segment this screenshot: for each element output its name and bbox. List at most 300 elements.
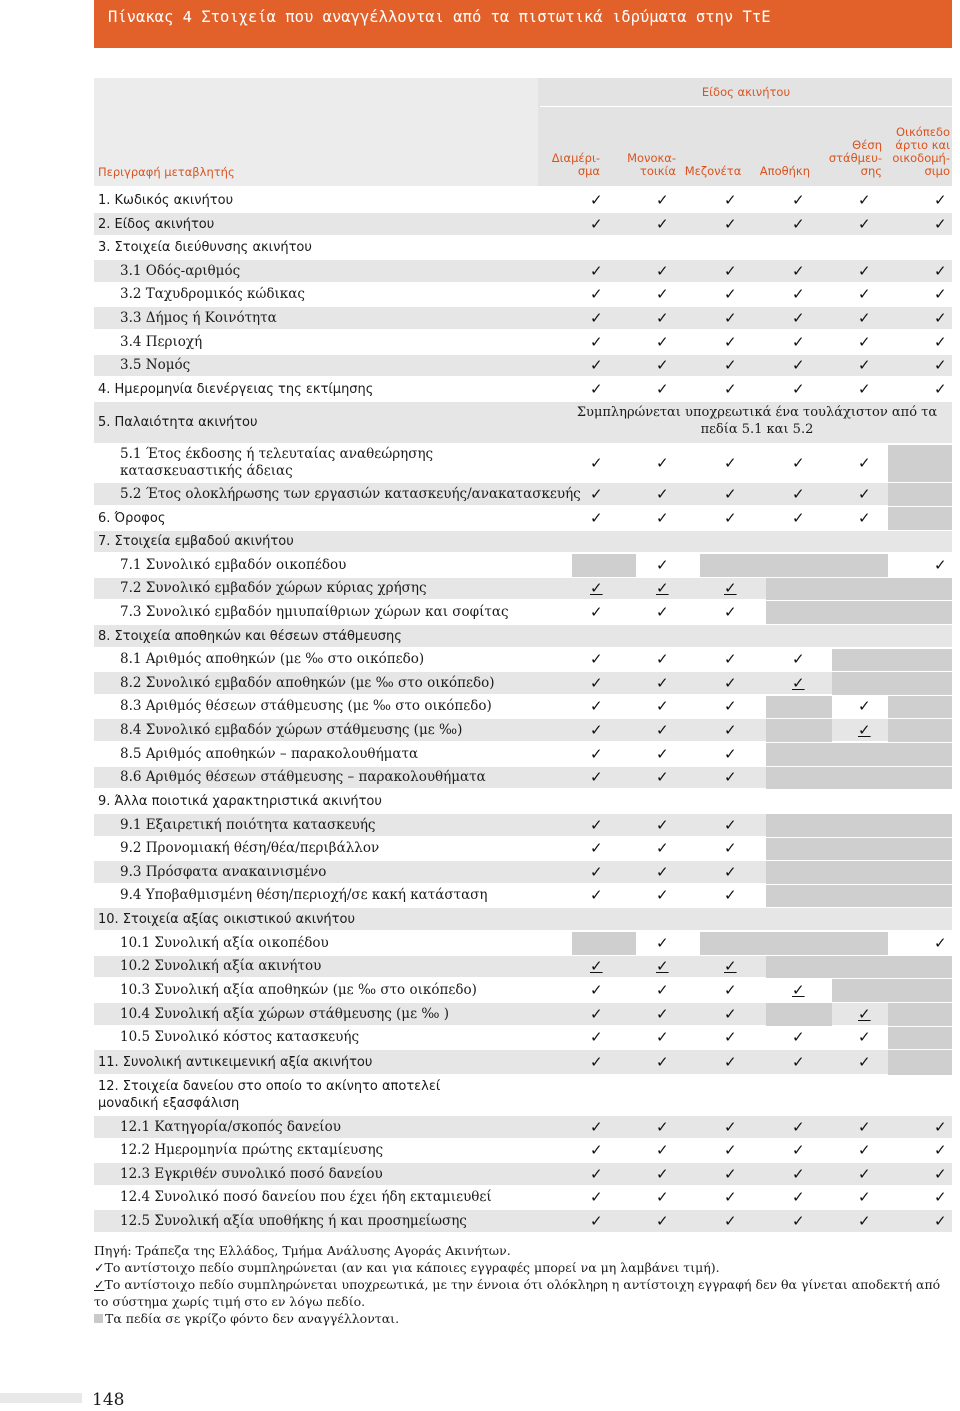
not-reported-cell <box>888 814 952 837</box>
footnote-source: Πηγή: Τράπεζα της Ελλάδος, Τμήμα Ανάλυσης Αγοράς Ακινήτων. <box>94 1243 511 1258</box>
check-icon: ✓ <box>590 215 603 233</box>
row-shading <box>94 213 952 235</box>
not-reported-cell <box>832 956 888 978</box>
check-icon: ✓ <box>590 768 603 786</box>
not-reported-cell <box>832 767 888 789</box>
check-icon: ✓ <box>590 454 603 472</box>
row-label: 12.4 Συνολικό ποσό δανείου που έχει ήδη εκταμιευθεί <box>120 1189 492 1205</box>
not-reported-cell <box>766 885 832 907</box>
variable-header: Περιγραφή μεταβλητής <box>98 165 235 179</box>
row-label: 12.1 Κατηγορία/σκοπός δανείου <box>120 1119 341 1135</box>
row-label: 12.3 Εγκριθέν συνολικό ποσό δανείου <box>120 1166 383 1182</box>
check-icon: ✓ <box>792 1188 805 1206</box>
row-label: 10.2 Συνολική αξία ακινήτου <box>120 958 322 974</box>
check-icon: ✓ <box>656 934 669 952</box>
check-icon: ✓ <box>858 1028 871 1046</box>
check-icon: ✓ <box>724 380 737 398</box>
check-icon: ✓ <box>656 721 669 739</box>
row-label: 5.1 Έτος έκδοσης ή τελευταίας αναθεώρησης κατασκευαστικής άδειας <box>120 446 434 479</box>
not-reported-cell <box>766 814 832 837</box>
check-icon: ✓ <box>792 1118 805 1136</box>
not-reported-cell <box>832 672 888 695</box>
row-shading <box>94 355 952 376</box>
check-icon: ✓ <box>724 309 737 327</box>
check-icon: ✓ <box>792 333 805 351</box>
not-reported-cell <box>888 956 952 978</box>
not-reported-cell <box>766 838 832 860</box>
check-icon: ✓ <box>792 191 805 209</box>
table-row <box>94 624 952 648</box>
check-icon: ✓ <box>724 745 737 763</box>
check-icon: ✓ <box>934 285 947 303</box>
group-header: Είδος ακινήτου <box>540 78 952 107</box>
not-reported-cell <box>766 1003 832 1026</box>
row-label: 9. Άλλα ποιοτικά χαρακτηριστικά ακινήτου <box>98 794 382 809</box>
check-icon: ✓ <box>656 556 669 574</box>
row-label: 5.2 Έτος ολοκλήρωσης των εργασιών κατασκευής/ανακατασκευής <box>120 486 581 502</box>
footer-rule <box>0 1393 82 1403</box>
title-banner <box>94 0 952 48</box>
not-reported-cell <box>572 554 636 577</box>
row-label: 11. Συνολική αντικειμενική αξία ακινήτου <box>98 1055 373 1070</box>
table-row <box>94 482 952 506</box>
check-icon: ✓ <box>724 1141 737 1159</box>
table-row <box>94 306 952 330</box>
table-row <box>94 553 952 577</box>
check-icon: ✓ <box>590 309 603 327</box>
check-icon: ✓ <box>656 309 669 327</box>
table-row <box>94 1209 952 1233</box>
check-icon: ✓ <box>724 981 737 999</box>
check-icon: ✓ <box>724 1118 737 1136</box>
table-row <box>94 212 952 236</box>
check-icon: ✓ <box>656 697 669 715</box>
table-row <box>94 907 952 931</box>
table-row <box>94 354 952 377</box>
table-row <box>94 860 952 884</box>
check-icon: ✓ <box>934 333 947 351</box>
not-reported-cell <box>832 743 888 766</box>
row-label: 8.3 Αριθμός θέσεων στάθμευσης (με ‰ στο οικόπεδο) <box>120 698 492 714</box>
check-icon: ✓ <box>590 745 603 763</box>
column-header: Μονοκα- τοικία <box>627 151 676 178</box>
not-reported-cell <box>832 814 888 837</box>
check-icon: ✓ <box>858 262 871 280</box>
not-reported-cell <box>700 932 766 955</box>
not-reported-cell <box>832 861 888 884</box>
check-icon: ✓ <box>934 262 947 280</box>
mandatory-check-icon: ✓ <box>724 957 737 975</box>
table-row <box>94 813 952 837</box>
not-reported-cell <box>766 861 832 884</box>
table-row <box>94 577 952 600</box>
footnote-gray: Τα πεδία σε γκρίζο φόντο δεν αναγγέλλονται. <box>94 1310 954 1327</box>
check-icon: ✓ <box>590 1212 603 1230</box>
check-icon: ✓ <box>724 768 737 786</box>
table-row <box>94 1049 952 1075</box>
check-icon: ✓ <box>590 485 603 503</box>
row-label: 4. Ημερομηνία διενέργειας της εκτίμησης <box>98 382 374 397</box>
row-label: 12.2 Ημερομηνία πρώτης εκταμίευσης <box>120 1142 384 1158</box>
not-reported-cell <box>888 672 952 695</box>
check-icon: ✓ <box>858 191 871 209</box>
check-icon: ✓ <box>858 380 871 398</box>
check-icon: ✓ <box>934 215 947 233</box>
check-icon: ✓ <box>858 215 871 233</box>
check-icon: ✓ <box>590 333 603 351</box>
row-label: 3.2 Ταχυδρομικός κώδικας <box>120 286 305 302</box>
check-icon: ✓ <box>656 356 669 374</box>
not-reported-cell <box>832 885 888 907</box>
mandatory-check-icon: ✓ <box>590 579 603 597</box>
mandatory-check-icon: ✓ <box>656 579 669 597</box>
check-icon: ✓ <box>724 215 737 233</box>
check-icon: ✓ <box>858 1165 871 1183</box>
row-label: 12. Στοιχεία δανείου στο οποίο το ακίνητο αποτελεί μοναδική εξασφάλιση <box>98 1079 441 1111</box>
mandatory-check-icon: ✓ <box>656 957 669 975</box>
row-label: 3.3 Δήμος ή Κοινότητα <box>120 310 277 326</box>
not-reported-cell <box>888 601 952 624</box>
table-row <box>94 1186 952 1209</box>
table-row <box>94 1115 952 1139</box>
check-icon: ✓ <box>656 863 669 881</box>
not-reported-cell <box>766 956 832 978</box>
table-row <box>94 837 952 860</box>
not-reported-cell <box>888 979 952 1002</box>
check-icon: ✓ <box>792 380 805 398</box>
check-icon: ✓ <box>656 981 669 999</box>
mandatory-check-icon: ✓ <box>792 674 805 692</box>
table-row <box>94 766 952 789</box>
check-icon: ✓ <box>934 1141 947 1159</box>
check-icon: ✓ <box>656 485 669 503</box>
check-icon: ✓ <box>724 674 737 692</box>
check-icon: ✓ <box>94 1277 105 1292</box>
check-icon: ✓ <box>590 674 603 692</box>
check-icon: ✓ <box>590 1053 603 1071</box>
row-label: 3.5 Νομός <box>120 357 191 373</box>
check-icon: ✓ <box>656 285 669 303</box>
row-label: 8.5 Αριθμός αποθηκών – παρακολουθήματα <box>120 746 419 762</box>
check-icon: ✓ <box>724 1028 737 1046</box>
check-icon: ✓ <box>656 333 669 351</box>
check-icon: ✓ <box>724 509 737 527</box>
not-reported-cell <box>766 554 832 577</box>
check-icon: ✓ <box>590 1005 603 1023</box>
check-icon: ✓ <box>724 485 737 503</box>
check-icon: ✓ <box>590 356 603 374</box>
table-row <box>94 742 952 766</box>
table-row <box>94 695 952 718</box>
table-row <box>94 189 952 212</box>
check-icon: ✓ <box>934 191 947 209</box>
check-icon: ✓ <box>590 816 603 834</box>
not-reported-cell <box>832 649 888 671</box>
column-header: Αποθήκη <box>759 164 810 178</box>
not-reported-cell <box>888 767 952 789</box>
table-row <box>94 377 952 401</box>
check-icon: ✓ <box>656 1118 669 1136</box>
not-reported-cell <box>766 719 832 742</box>
check-icon: ✓ <box>724 697 737 715</box>
row-label: 12.5 Συνολική αξία υποθήκης ή και προσημείωσης <box>120 1213 467 1229</box>
check-icon: ✓ <box>590 886 603 904</box>
table-row <box>94 283 952 306</box>
check-icon: ✓ <box>792 356 805 374</box>
mandatory-check-icon: ✓ <box>724 579 737 597</box>
row-label: 7.1 Συνολικό εμβαδόν οικοπέδου <box>120 557 347 573</box>
check-icon: ✓ <box>792 1212 805 1230</box>
check-icon: ✓ <box>656 1188 669 1206</box>
row-label: 3. Στοιχεία διεύθυνσης ακινήτου <box>98 240 312 255</box>
check-icon: ✓ <box>656 745 669 763</box>
check-icon: ✓ <box>858 485 871 503</box>
row-label: 9.3 Πρόσφατα ανακαινισμένο <box>120 864 327 880</box>
not-reported-cell <box>888 445 952 482</box>
check-icon: ✓ <box>590 1188 603 1206</box>
not-reported-cell <box>888 1027 952 1049</box>
column-header: Μεζονέτα <box>684 164 742 178</box>
not-reported-cell <box>766 601 832 624</box>
check-icon: ✓ <box>590 839 603 857</box>
check-icon: ✓ <box>934 309 947 327</box>
row-label: 5. Παλαιότητα ακινήτου <box>98 415 258 430</box>
check-icon: ✓ <box>858 454 871 472</box>
not-reported-cell <box>832 932 888 955</box>
check-icon: ✓ <box>656 191 669 209</box>
check-icon: ✓ <box>934 1212 947 1230</box>
check-icon: ✓ <box>934 934 947 952</box>
page-number: 148 <box>92 1390 125 1410</box>
check-icon: ✓ <box>590 509 603 527</box>
check-icon: ✓ <box>724 1165 737 1183</box>
row-label: 7.2 Συνολικό εμβαδόν χώρων κύριας χρήσης <box>120 580 427 596</box>
check-icon: ✓ <box>656 650 669 668</box>
check-icon: ✓ <box>858 1118 871 1136</box>
not-reported-cell <box>832 554 888 577</box>
check-icon: ✓ <box>724 603 737 621</box>
check-icon: ✓ <box>656 603 669 621</box>
table-row <box>94 1139 952 1162</box>
check-icon: ✓ <box>724 721 737 739</box>
check-icon: ✓ <box>858 697 871 715</box>
check-icon: ✓ <box>656 1212 669 1230</box>
not-reported-cell <box>832 578 888 600</box>
check-icon: ✓ <box>724 863 737 881</box>
row-label: 1. Κωδικός ακινήτου <box>98 193 234 208</box>
check-icon: ✓ <box>858 1141 871 1159</box>
check-icon: ✓ <box>656 215 669 233</box>
not-reported-cell <box>888 1050 952 1075</box>
check-icon: ✓ <box>724 1053 737 1071</box>
check-icon: ✓ <box>724 333 737 351</box>
not-reported-cell <box>832 979 888 1002</box>
not-reported-cell <box>888 719 952 742</box>
check-icon: ✓ <box>724 650 737 668</box>
check-icon: ✓ <box>590 863 603 881</box>
row-label: 9.2 Προνομιακή θέση/θέα/περιβάλλον <box>120 840 380 856</box>
table-title: Πίνακας 4 Στοιχεία που αναγγέλλονται από τα πιστωτικά ιδρύματα στην ΤτΕ <box>108 8 771 26</box>
check-icon: ✓ <box>934 356 947 374</box>
check-icon: ✓ <box>656 886 669 904</box>
table-row <box>94 718 952 742</box>
table-row <box>94 1026 952 1049</box>
row-label: 7. Στοιχεία εμβαδού ακινήτου <box>98 534 294 549</box>
check-icon: ✓ <box>724 816 737 834</box>
check-icon: ✓ <box>858 285 871 303</box>
check-icon: ✓ <box>656 768 669 786</box>
row-label: 3.1 Οδός-αριθμός <box>120 263 241 279</box>
row-label: 9.1 Εξαιρετική ποιότητα κατασκευής <box>120 817 376 833</box>
column-header: Διαμέρι- σμα <box>551 151 600 178</box>
column-header: Οικόπεδο άρτιο και οικοδομή- σιμο <box>892 125 950 178</box>
check-icon: ✓ <box>656 839 669 857</box>
check-icon: ✓ <box>590 1118 603 1136</box>
not-reported-cell <box>888 1003 952 1026</box>
row-label: 10. Στοιχεία αξίας οικιστικού ακινήτου <box>98 912 355 927</box>
not-reported-cell <box>888 743 952 766</box>
table-row <box>94 1162 952 1186</box>
check-icon: ✓ <box>724 191 737 209</box>
row-label: 10.5 Συνολικό κόστος κατασκευής <box>120 1029 360 1045</box>
row-label: 3.4 Περιοχή <box>120 334 203 350</box>
table-row <box>94 1002 952 1026</box>
table-row <box>94 1076 952 1114</box>
not-reported-cell <box>888 483 952 506</box>
not-reported-cell <box>888 578 952 600</box>
check-icon: ✓ <box>656 816 669 834</box>
check-icon: ✓ <box>792 285 805 303</box>
row-label: 8.1 Αριθμός αποθηκών (με ‰ στο οικόπεδο) <box>120 651 425 667</box>
check-icon: ✓ <box>590 650 603 668</box>
check-icon: ✓ <box>590 191 603 209</box>
column-header: Θέση στάθμευ- σης <box>828 138 882 178</box>
row-note: Συμπληρώνεται υποχρεωτικά ένα τουλάχιστον από τα πεδία 5.1 και 5.2 <box>576 405 938 437</box>
row-label: 10.1 Συνολική αξία οικοπέδου <box>120 935 329 951</box>
check-icon: ✓ <box>934 1188 947 1206</box>
table-row <box>94 600 952 624</box>
check-icon: ✓ <box>858 356 871 374</box>
table-row <box>94 401 952 444</box>
row-label: 8. Στοιχεία αποθηκών και θέσεων στάθμευσης <box>98 629 402 644</box>
table-row <box>94 671 952 695</box>
check-icon: ✓ <box>656 380 669 398</box>
not-reported-cell <box>766 767 832 789</box>
table-row <box>94 506 952 530</box>
check-icon: ✓ <box>590 1028 603 1046</box>
check-icon: ✓ <box>934 1118 947 1136</box>
table-row <box>94 236 952 259</box>
not-reported-cell <box>766 696 832 718</box>
check-icon: ✓ <box>724 1188 737 1206</box>
not-reported-cell <box>766 578 832 600</box>
not-reported-cell <box>888 838 952 860</box>
check-icon: ✓ <box>724 285 737 303</box>
table-row <box>94 648 952 671</box>
check-icon: ✓ <box>590 1165 603 1183</box>
footnote-optional: ✓Το αντίστοιχο πεδίο συμπληρώνεται (αν και για κάποιες εγγραφές μπορεί να μη λαμβάνει τιμή). <box>94 1260 720 1275</box>
table-row <box>94 789 952 813</box>
row-label: 8.6 Αριθμός θέσεων στάθμευσης – παρακολουθήματα <box>120 769 486 785</box>
not-reported-cell <box>766 932 832 955</box>
check-icon: ✓ <box>724 356 737 374</box>
row-label: 10.3 Συνολική αξία αποθηκών (με ‰ στο οικόπεδο) <box>120 982 477 998</box>
table-row <box>94 259 952 283</box>
check-icon: ✓ <box>590 721 603 739</box>
check-icon: ✓ <box>656 509 669 527</box>
not-reported-cell <box>766 743 832 766</box>
check-icon: ✓ <box>792 509 805 527</box>
not-reported-cell <box>832 838 888 860</box>
gray-swatch-icon <box>94 1314 103 1323</box>
check-icon: ✓ <box>656 1165 669 1183</box>
check-icon: ✓ <box>590 1141 603 1159</box>
check-icon: ✓ <box>792 454 805 472</box>
check-icon: ✓ <box>656 262 669 280</box>
check-icon: ✓ <box>94 1260 105 1275</box>
table-row <box>94 884 952 907</box>
table-row <box>94 444 952 482</box>
check-icon: ✓ <box>590 603 603 621</box>
check-icon: ✓ <box>724 262 737 280</box>
check-icon: ✓ <box>656 1053 669 1071</box>
check-icon: ✓ <box>656 1005 669 1023</box>
check-icon: ✓ <box>934 380 947 398</box>
check-icon: ✓ <box>792 485 805 503</box>
table-row <box>94 931 952 955</box>
not-reported-cell <box>700 554 766 577</box>
check-icon: ✓ <box>858 309 871 327</box>
row-label: 2. Είδος ακινήτου <box>98 217 215 232</box>
not-reported-cell <box>888 861 952 884</box>
check-icon: ✓ <box>724 886 737 904</box>
mandatory-check-icon: ✓ <box>590 957 603 975</box>
not-reported-cell <box>888 507 952 530</box>
row-label: 6. Όροφος <box>98 511 166 526</box>
check-icon: ✓ <box>590 285 603 303</box>
not-reported-cell <box>888 885 952 907</box>
check-icon: ✓ <box>656 454 669 472</box>
check-icon: ✓ <box>590 380 603 398</box>
check-icon: ✓ <box>792 262 805 280</box>
not-reported-cell <box>832 601 888 624</box>
check-icon: ✓ <box>724 454 737 472</box>
not-reported-cell <box>572 932 636 955</box>
not-reported-cell <box>888 696 952 718</box>
row-label: 8.2 Συνολικό εμβαδόν αποθηκών (με ‰ στο οικόπεδο) <box>120 675 495 691</box>
check-icon: ✓ <box>656 1028 669 1046</box>
check-icon: ✓ <box>858 1212 871 1230</box>
not-reported-cell <box>888 649 952 671</box>
mandatory-check-icon: ✓ <box>858 1005 871 1023</box>
check-icon: ✓ <box>792 1053 805 1071</box>
check-icon: ✓ <box>792 309 805 327</box>
row-label: 9.4 Υποβαθμισμένη θέση/περιοχή/σε κακή κατάσταση <box>120 887 488 903</box>
check-icon: ✓ <box>590 981 603 999</box>
row-label: 7.3 Συνολικό εμβαδόν ημιυπαίθριων χώρων και σοφίτας <box>120 604 509 620</box>
check-icon: ✓ <box>792 1141 805 1159</box>
check-icon: ✓ <box>792 1028 805 1046</box>
table-row <box>94 978 952 1002</box>
check-icon: ✓ <box>724 1005 737 1023</box>
row-label: 10.4 Συνολική αξία χώρων στάθμευσης (με ‰ ) <box>120 1006 450 1022</box>
check-icon: ✓ <box>590 697 603 715</box>
check-icon: ✓ <box>858 333 871 351</box>
check-icon: ✓ <box>792 1165 805 1183</box>
check-icon: ✓ <box>858 1053 871 1071</box>
check-icon: ✓ <box>792 215 805 233</box>
check-icon: ✓ <box>934 556 947 574</box>
